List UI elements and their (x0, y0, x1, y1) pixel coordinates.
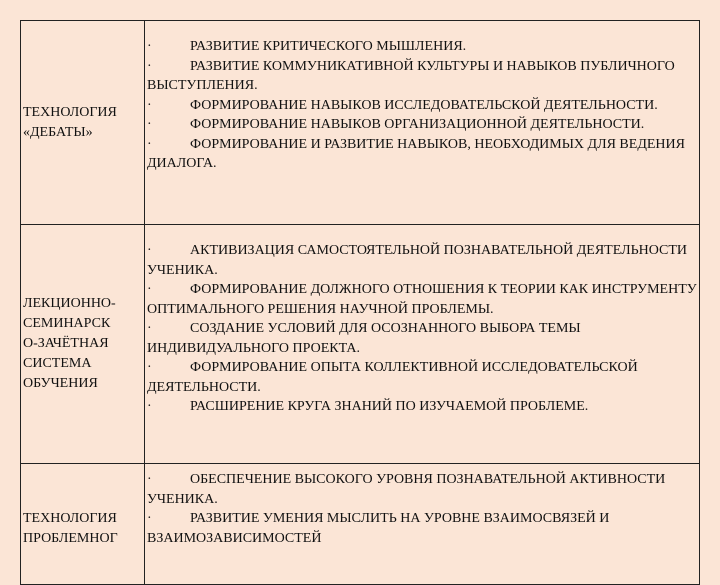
technologies-table (20, 20, 700, 585)
table-row (21, 21, 699, 225)
bullet-icon: · (147, 360, 152, 375)
goal-item (147, 135, 699, 174)
goal-text: ОБЕСПЕЧЕНИЕ ВЫСОКОГО УРОВНЯ ПОЗНАВАТЕЛЬНОЙ АКТИВНОСТИ УЧЕНИКА. (147, 472, 666, 507)
goals-cell (145, 225, 699, 463)
goal-item (147, 509, 699, 548)
goal-text: ФОРМИРОВАНИЕ НАВЫКОВ ОРГАНИЗАЦИОННОЙ ДЕЯТЕЛЬНОСТИ. (190, 117, 645, 132)
goal-text: РАЗВИТИЕ КРИТИЧЕСКОГО МЫШЛЕНИЯ. (190, 39, 467, 54)
goal-item (147, 96, 699, 116)
goal-item (147, 241, 699, 280)
goal-item (147, 280, 699, 319)
goals-cell (145, 464, 699, 584)
bullet-icon: · (147, 136, 152, 152)
goal-item (147, 470, 699, 509)
bullet-icon: · (147, 97, 152, 113)
goal-item (147, 37, 699, 57)
goal-item (147, 57, 699, 96)
technology-name-cell (21, 464, 145, 584)
goal-item (147, 397, 699, 417)
bullet-icon: · (147, 321, 152, 336)
table-row (21, 225, 699, 464)
bullet-icon: · (147, 39, 152, 54)
goal-text: ФОРМИРОВАНИЕ ДОЛЖНОГО ОТНОШЕНИЯ К ТЕОРИИ КАК ИНСТРУМЕНТУ ОПТИМАЛЬНОГО РЕШЕНИЯ НАУЧНОЙ ПРОБЛЕМЫ. (147, 282, 697, 317)
technology-name-cell (21, 225, 145, 463)
technology-name: ЛЕКЦИОННО- СЕМИНАРСК О-ЗАЧЁТНАЯ СИСТЕМА ОБУЧЕНИЯ (23, 296, 116, 391)
bullet-icon: · (147, 117, 152, 132)
technology-name-cell (21, 21, 145, 224)
goal-text: АКТИВИЗАЦИЯ САМОСТОЯТЕЛЬНОЙ ПОЗНАВАТЕЛЬНОЙ ДЕЯТЕЛЬНОСТИ УЧЕНИКА. (147, 243, 688, 278)
goal-text: РАЗВИТИЕ УМЕНИЯ МЫСЛИТЬ НА УРОВНЕ ВЗАИМОСВЯЗЕЙ И ВЗАИМОЗАВИСИМОСТЕЙ (147, 511, 610, 546)
bullet-icon: · (147, 243, 152, 258)
table-row (21, 464, 699, 585)
technology-name: ТЕХНОЛОГИЯ «ДЕБАТЫ» (23, 104, 117, 140)
bullet-icon: · (147, 511, 152, 526)
goal-text: ФОРМИРОВАНИЕ ОПЫТА КОЛЛЕКТИВНОЙ ИССЛЕДОВАТЕЛЬСКОЙ ДЕЯТЕЛЬНОСТИ. (147, 360, 638, 395)
goal-item (147, 319, 699, 358)
bullet-icon: · (147, 58, 152, 74)
bullet-icon: · (147, 282, 152, 297)
goals-cell (145, 21, 699, 224)
goal-text: РАСШИРЕНИЕ КРУГА ЗНАНИЙ ПО ИЗУЧАЕМОЙ ПРОБЛЕМЕ. (190, 399, 589, 414)
goal-text: СОЗДАНИЕ УСЛОВИЙ ДЛЯ ОСОЗНАННОГО ВЫБОРА ТЕМЫ ИНДИВИДУАЛЬНОГО ПРОЕКТА. (147, 321, 581, 356)
bullet-icon: · (147, 399, 152, 414)
goal-text: РАЗВИТИЕ КОММУНИКАТИВНОЙ КУЛЬТУРЫ И НАВЫКОВ ПУБЛИЧНОГО ВЫСТУПЛЕНИЯ. (147, 58, 675, 93)
goal-text: ФОРМИРОВАНИЕ И РАЗВИТИЕ НАВЫКОВ, НЕОБХОДИМЫХ ДЛЯ ВЕДЕНИЯ ДИАЛОГА. (147, 136, 685, 171)
goal-item (147, 358, 699, 397)
bullet-icon: · (147, 472, 152, 487)
technology-name: ТЕХНОЛОГИЯ ПРОБЛЕМНОГ (23, 511, 118, 546)
goal-item (147, 115, 699, 135)
goal-text: ФОРМИРОВАНИЕ НАВЫКОВ ИССЛЕДОВАТЕЛЬСКОЙ ДЕЯТЕЛЬНОСТИ. (190, 97, 658, 113)
